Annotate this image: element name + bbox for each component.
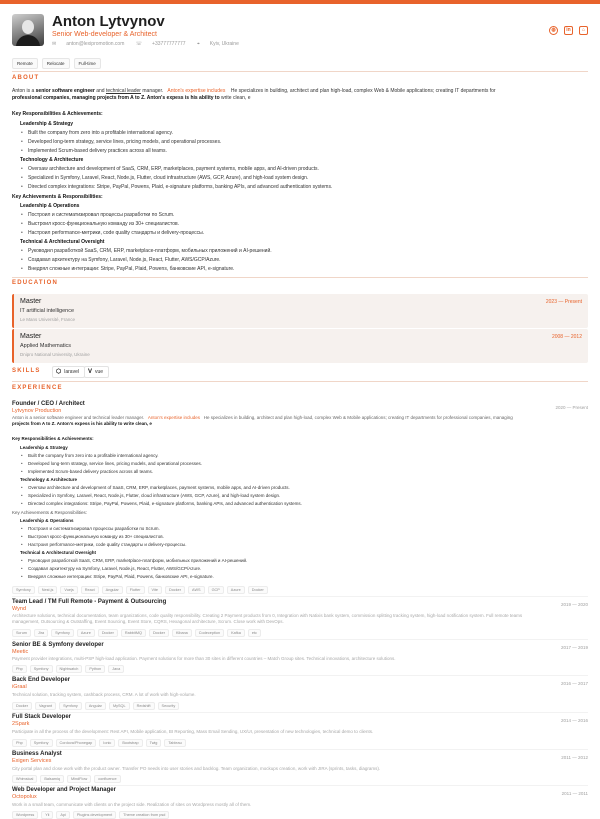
tag-full-time: Full-time [74,58,101,69]
linkedin-icon[interactable]: in [564,26,573,35]
tech-chip: Docker [165,586,185,594]
list-item: • Создавал архитектуру на Symfony, Laravel, Node.js, React, Flutter, AWS/GCP/Azure. [28,257,221,263]
tech-chip: Ionic [99,739,115,747]
laravel-icon: ⬡ [56,369,62,375]
job-title: Back End Developer [12,677,71,683]
job-title: Web Developer and Project Manager [12,787,116,793]
tech-chip: Symfony [59,702,82,710]
about-intro: Anton is a senior software engineer and technical leader manager. Anton's expertise includes He specializes in building, architect and plan high-load, complex Web & Mobile applications; creating IT departments for professional companies, managing projects from A to Z. Anton's expess is his ability to write clean, e [12,88,496,101]
profile-header [12,14,588,50]
tech-chip: Security [158,702,180,710]
job-title: Founder / CEO / Architect [12,401,85,407]
tech-chip: MindFlow [67,775,91,783]
divider [12,785,588,786]
tech-chips [12,586,268,594]
tech-chip: Twig [146,739,162,747]
school: Le Mans Université, France [20,317,76,322]
email-icon: ✉ [52,41,57,47]
tech-chip: Symfony [51,629,74,637]
tech-chip: Jira [34,629,48,637]
list-item: • Specialized in Symfony, Laravel, React, Node.js, Flutter, cloud infrastructure (AWS, GCP, Azure), and high-load system design. [28,493,280,498]
job-dates: 2019 — 2020 [560,602,588,607]
tech-chip: Tableau [164,739,185,747]
tech-chip: AWS [188,586,205,594]
list-item: • Внедрял сложные интеграции: Stripe, PayPal, Plaid, Powens, банковские API, e-signature. [28,266,234,272]
tech-chip: Plugins development [73,811,116,819]
about-heading: ABOUT [12,75,40,81]
group-title: Technology & Architecture [20,157,84,163]
field-of-study: Applied Mathematics [20,343,72,349]
tech-chip: Docker [12,702,32,710]
profile-role: Senior Web-developer & Architect [52,31,157,38]
tech-chip: Azure [77,629,95,637]
profile-name: Anton Lytvynov [52,13,165,30]
tech-chip: confluence [94,775,120,783]
tech-chip: Balsamiq [40,775,64,783]
job-dates: 2016 — 2017 [560,681,588,686]
tech-chip: Vuejs [60,586,77,594]
job-description: Participate in all the process of the development: Rest API, Mobile application, BI Reporting, Mass Email Sending, UX/UI, presentation of new technologies, technical demo to clients. [12,729,374,734]
tech-chip: Angular [85,702,106,710]
tech-chip: etc [248,629,261,637]
tech-chip: Vite [148,586,162,594]
education-dates: 2008 — 2012 [551,334,582,340]
list-item: • Directed complex integrations: Stripe, PayPal, Powens, Plaid, e-signature platforms, banking APIs, and advanced authentication systems. [28,184,332,190]
tech-chip: Kibana [172,629,192,637]
tech-chip: Docker [149,629,169,637]
job-description: Technical solution, tracking system, cashback process, CRM. A lot of work with high-volume. [12,692,196,697]
tech-chip: Vagrant [35,702,56,710]
list-item: • Выстроил кросс-функциональную команду из 30+ специалистов. [28,221,179,227]
school: Dnipro National University, Ukraine [20,352,90,357]
tech-chips [12,811,169,819]
divider [12,71,588,72]
list-item: • Руководил разработкой SaaS, CRM, ERP, marketplace-платформ, мобильных приложений и AI-решений. [28,558,247,563]
tech-chip: Scrum [12,629,31,637]
education-heading: EDUCATION [12,280,59,286]
tech-chip: Php [12,665,27,673]
list-item: • Построил и систематизировал процессы разработки по Scrum. [28,212,174,218]
tech-chip: Docker [248,586,268,594]
divider [12,675,588,676]
job-description: Architecture solutions, technical documentation, team organizations, code quality responsibility. Creating 2 Payment products from 0, Integration with Natixis bank system, commission splitting tracking system, high-load notification system. Full remote teams [12,613,523,618]
location-text: Kyiv, Ukraine [209,41,239,47]
education-item [12,329,588,363]
tech-chip: Azure [227,586,245,594]
tech-chip: Php [12,739,27,747]
job-dates: 2020 — Present [555,405,588,410]
list-item: • Developed long-term strategy, service lines, pricing models, and operational processes. [28,461,202,466]
group-title: Technical & Architectural Oversight [20,239,105,245]
tech-chip: Redshift [133,702,155,710]
tech-chip: Flutter [126,586,145,594]
field-of-study: IT artificial intelligence [20,308,75,314]
list-item: • Implemented Scrum-based delivery practices across all teams. [28,469,153,474]
github-icon[interactable]: ⌂ [579,26,588,35]
tech-chip: Kafka [227,629,245,637]
divider [12,712,588,713]
list-item: • Developed long-term strategy, service lines, pricing models, and operational processes. [28,139,221,145]
social-links [549,26,588,35]
tag-list [12,58,101,69]
group-title: Technology & Architecture [20,477,78,482]
list-item: • Внедрял сложные интеграции: Stripe, PayPal, Plaid, Powens, банковские API, e-signature. [28,574,214,579]
vue-icon: V [88,369,93,375]
list-item: • Built the company from zero into a profitable international agency. [28,130,173,136]
tech-chip: Wordpress [12,811,38,819]
tech-chip: Symfony [12,586,35,594]
list-item: • Выстроил кросс-функциональную команду из 30+ специалистов. [28,534,164,539]
job-description: City portal plan and close work with the product owner. Transfer PO needs into user stories and backlog. Team organization, mockups creation, work with JIRA (sprints, tasks, diagrams). [12,766,381,771]
globe-icon[interactable]: ◍ [549,26,558,35]
job-company: 2Spark [12,721,30,727]
list-item: • Implemented Scrum-based delivery practices across all teams. [28,148,167,154]
phone-icon: ☏ [135,41,143,47]
location-icon: ⌖ [196,41,200,47]
tech-chip: Nest.js [38,586,58,594]
skills-heading: SKILLS [12,368,41,374]
tech-chip: Cordova/Phonegap [56,739,97,747]
achievements-heading: Key Achievements & Responsibilities: [12,510,88,515]
tech-chip: Codeception [195,629,224,637]
group-title: Leadership & Operations [20,203,80,209]
skill-label: laravel [64,369,79,375]
list-item: • Directed complex integrations: Stripe, PayPal, Powens, Plaid, e-signature platforms, banking APIs, and advanced authentication systems. [28,501,302,506]
list-item: • Specialized in Symfony, Laravel, React, Node.js, Flutter, cloud infrastructure (AWS, GCP, Azure), and high-load system design. [28,175,308,181]
tech-chips [12,739,186,747]
divider [12,381,588,382]
job-title: Business Analyst [12,751,62,757]
contact-line [52,41,249,47]
phone-link[interactable]: +33777777777 [152,41,186,47]
tech-chip: Docker [98,629,118,637]
job-title: Senior BE & Symfony developer [12,642,104,648]
top-accent-bar [0,0,600,4]
tech-chip: Angular [102,586,123,594]
list-item: • Oversaw architecture and development of SaaS, CRM, ERP, marketplaces, payment systems, mobile apps, and AI-driven products. [28,485,290,490]
group-title: Leadership & Strategy [20,121,74,127]
tech-chip: Nightwatch [56,665,83,673]
tech-chip: Api [56,811,70,819]
job-company: Wynd [12,606,27,612]
job-company: Octopolux [12,794,37,800]
tech-chip: React [81,586,99,594]
achievements-heading: Key Achievements & Responsibilities: [12,194,103,200]
tech-chip: GCP [208,586,224,594]
divider [12,639,588,640]
skill-chip [84,366,109,378]
job-description: management, Outsourcing & Outstaffing, Event Sourcing, Event Store, CQRS, Hexagonal architecture, Scrum. Close work with DevOps. [12,619,284,624]
tech-chip: Whimsical [12,775,37,783]
job-description: Payment provider integrations, multi-PSP high-load application. Payment solutions for more than 30 sites in different countries – Match Group sites. Technical innovations, architecture solutions. [12,656,396,661]
job-company: iGraal [12,684,27,690]
email-link[interactable]: anton@lexipromotion.com [66,41,125,47]
divider [12,277,588,278]
group-title: Leadership & Operations [20,518,74,523]
divider [12,596,588,597]
tech-chip: Bootstrap [118,739,142,747]
list-item: • Настроил performance-метрики, code quality стандарты и delivery-процессы. [28,230,204,236]
tech-chip: Symfony [30,665,53,673]
group-title: Leadership & Strategy [20,445,68,450]
tech-chip: Python [85,665,105,673]
avatar [12,14,44,46]
tag-remote: Remote [12,58,38,69]
experience-heading: EXPERIENCE [12,385,63,391]
job-intro: Anton is a senior software engineer and technical leader manager. Anton's expertise includes He specializes in building, architect and plan high-load, complex Web & Mobile applications; creating IT departments for professional companies, managing projects from A to Z. Anton's expess is his ability to write clean, e [12,415,513,426]
responsibilities-heading: Key Responsibilities & Achievements: [12,111,103,117]
divider [12,749,588,750]
list-item: • Built the company from zero into a profitable international agency. [28,453,159,458]
tech-chips [12,665,124,673]
tech-chip: Yii [41,811,53,819]
job-title: Team Lead / TM Full Remote - Payment & Outsourcing [12,599,167,605]
education-item [12,294,588,328]
tech-chip: Java [108,665,124,673]
job-dates: 2017 — 2019 [560,645,588,650]
skill-label: vue [95,369,104,375]
tech-chips [12,702,179,710]
tech-chip: Theme creation from psd [119,811,169,819]
tech-chips [12,629,261,637]
list-item: • Oversaw architecture and development of SaaS, CRM, ERP, marketplaces, payment systems, mobile apps, and AI-driven products. [28,166,319,172]
degree: Master [20,333,42,340]
tag-relocate: Relocate [42,58,70,69]
group-title: Technical & Architectural Oversight [20,550,97,555]
tech-chip: Symfony [30,739,53,747]
job-description: Work in a small team, communicate with clients on the project side. Realization of sites on Wordpress mostly all of them. [12,802,252,807]
list-item: • Настроил performance-метрики, code quality стандарты и delivery-процессы. [28,542,187,547]
list-item: • Руководил разработкой SaaS, CRM, ERP, marketplace-платформ, мобильных приложений и AI-решений. [28,248,272,254]
degree: Master [20,298,42,305]
job-company: Lytvynov Production [12,408,62,414]
responsibilities-heading: Key Responsibilities & Achievements: [12,436,94,441]
tech-chips [12,775,121,783]
job-dates: 2011 — 2011 [561,791,588,796]
list-item: • Построил и систематизировал процессы разработки по Scrum. [28,526,160,531]
skill-chip [52,366,85,378]
job-company: Exigen Services [12,758,52,764]
job-dates: 2014 — 2016 [560,718,588,723]
education-dates: 2023 — Present [545,299,582,305]
tech-chip: MySQL [109,702,130,710]
job-dates: 2011 — 2012 [561,755,588,760]
tech-chip: RabbitMQ [121,629,146,637]
job-title: Full Stack Developer [12,714,72,720]
list-item: • Создавал архитектуру на Symfony, Laravel, Node.js, React, Flutter, AWS/GCP/Azure. [28,566,201,571]
job-company: Meetic [12,649,29,655]
